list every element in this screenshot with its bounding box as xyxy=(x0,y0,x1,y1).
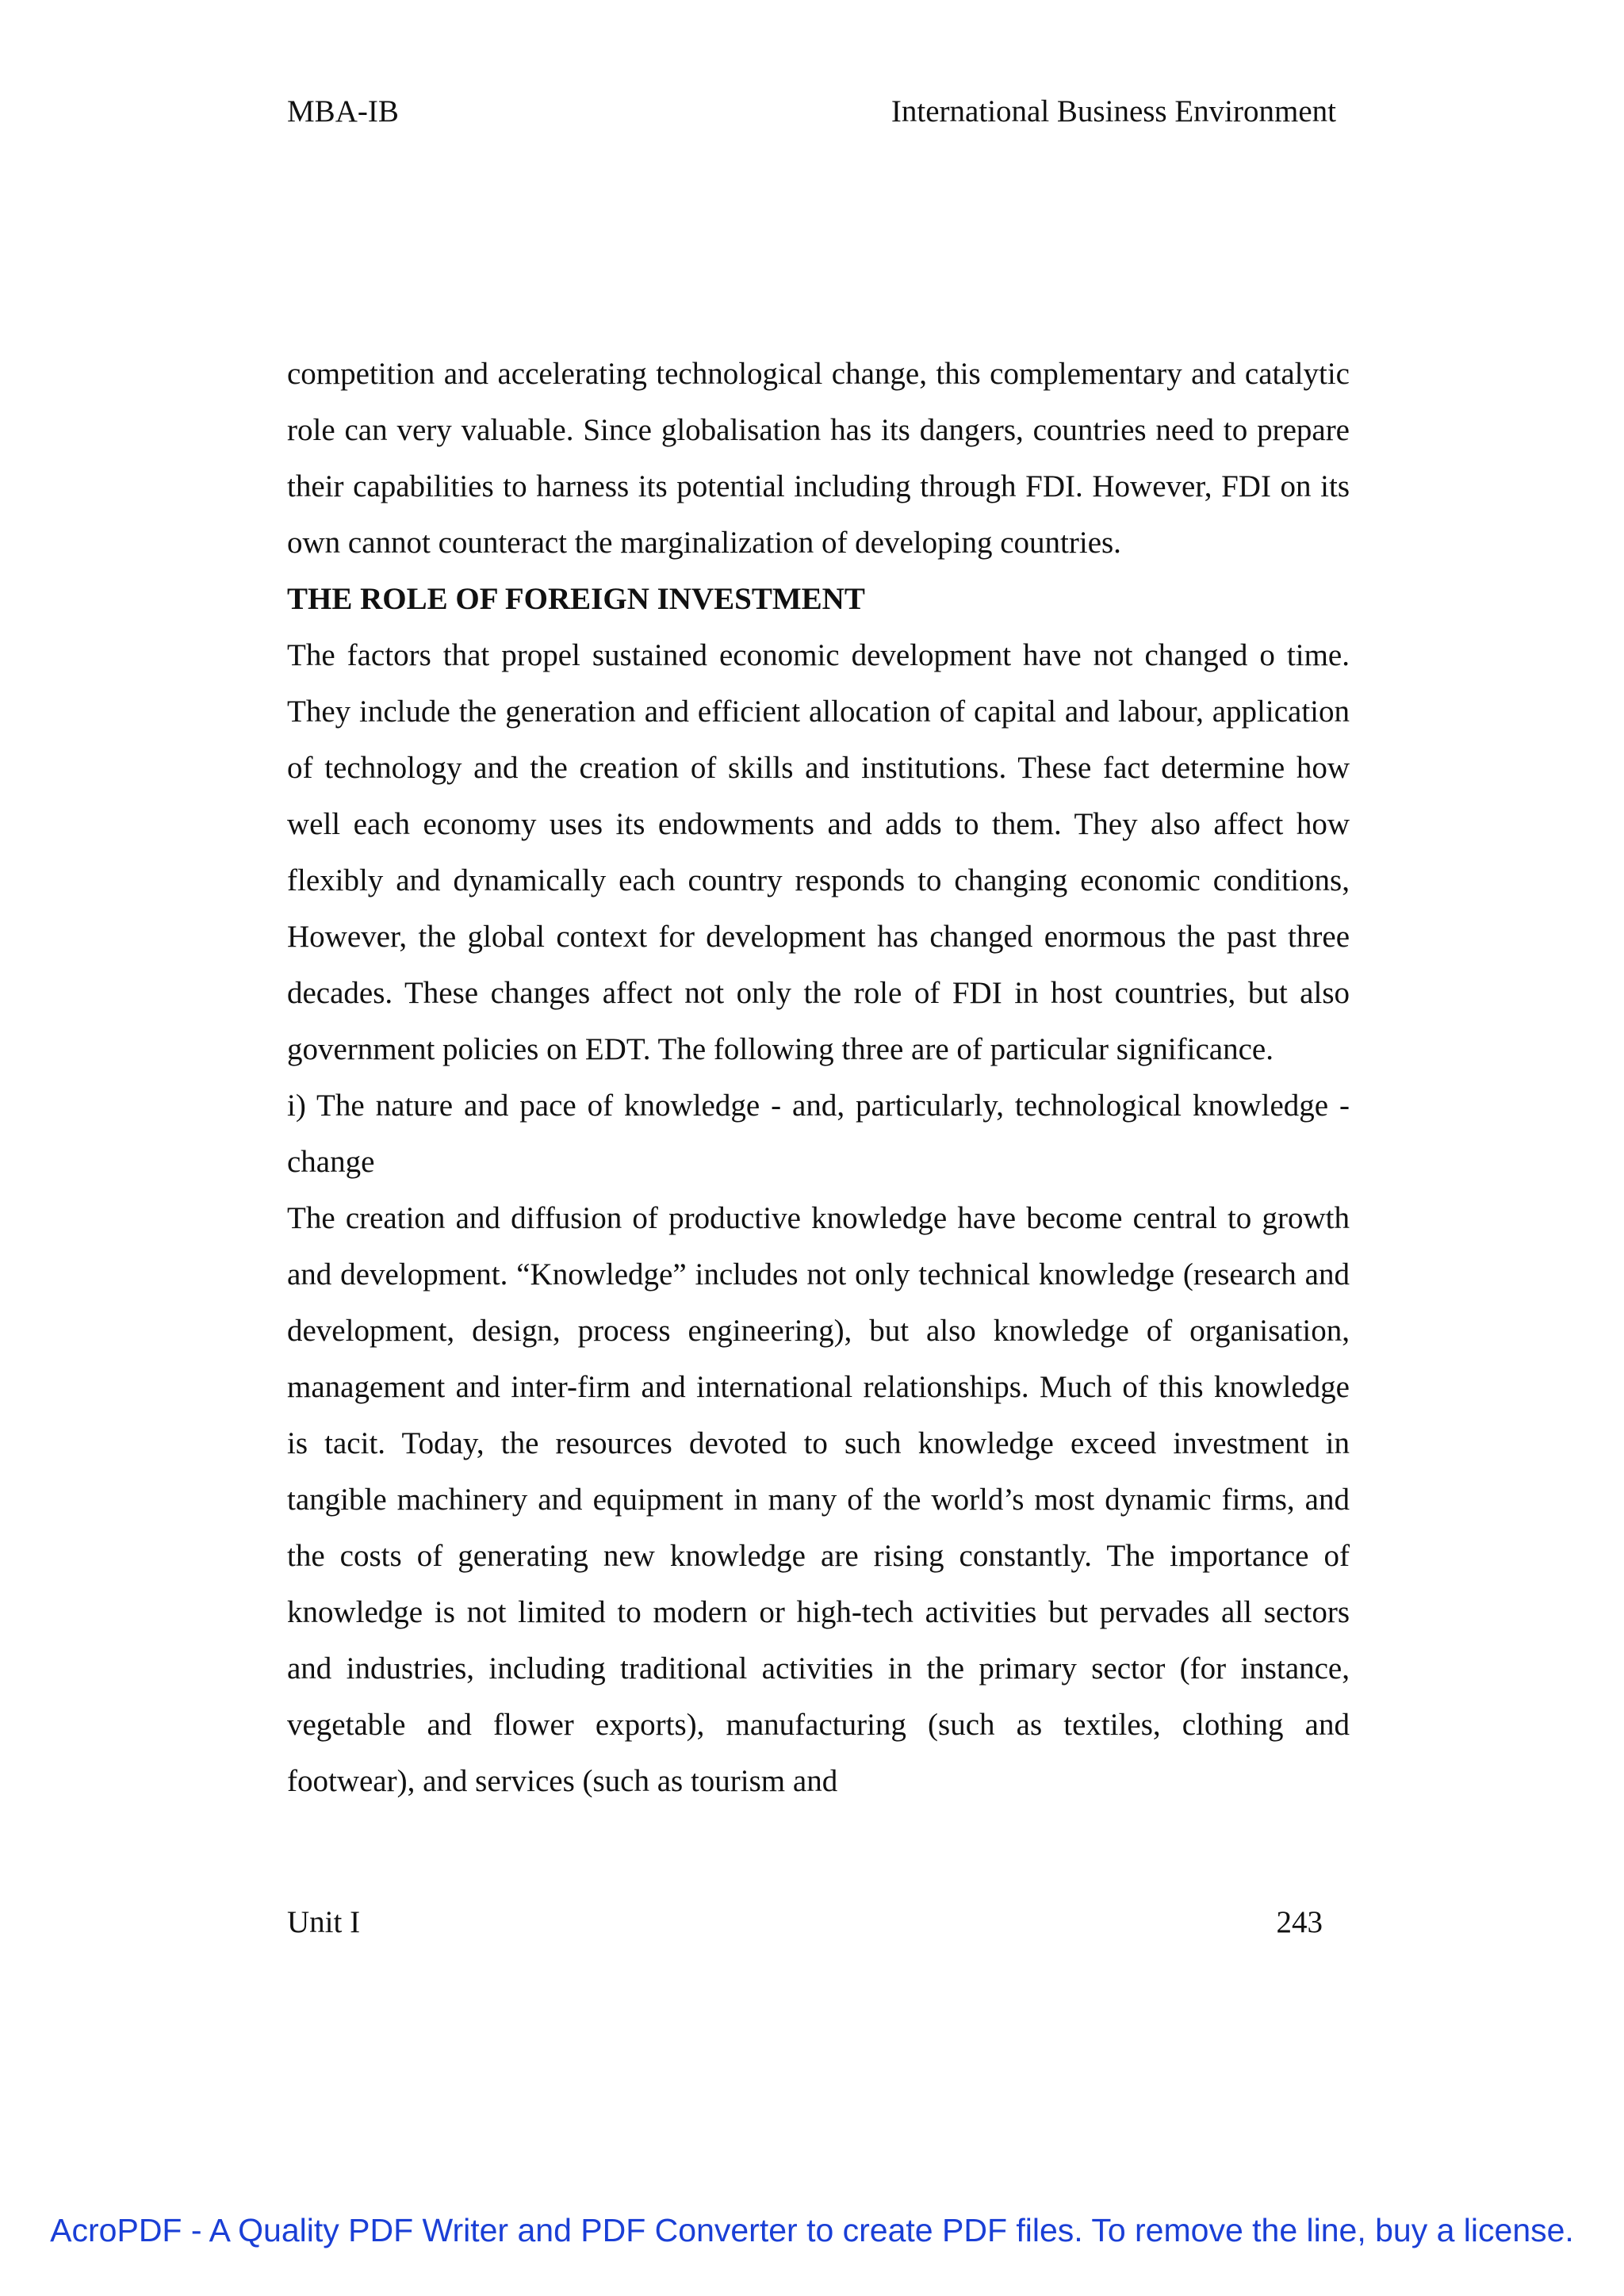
running-footer xyxy=(287,1904,1323,1952)
header-course-title: International Business Environment xyxy=(891,94,1336,128)
section-heading: THE ROLE OF FOREIGN INVESTMENT xyxy=(287,582,865,616)
acropdf-watermark-link[interactable]: AcroPDF - A Quality PDF Writer and PDF Converter to create PDF files. To remove the line, buy a license. xyxy=(50,2212,1574,2248)
footer-unit: Unit I xyxy=(287,1905,361,1939)
paragraph-intro: competition and accelerating technological change, this complementary and catalytic role can very valuable. Since globalisation has its dangers, countries need to prepare their capabilities to harness its potential including through FDI. However, FDI on its own cannot counteract the marginalization of developing countries. xyxy=(287,357,1350,560)
paragraph-knowledge: The creation and diffusion of productive knowledge have become central to growth and development. “Knowledge” includes not only technical knowledge (research and development, design, process engineering), but also knowledge of organisation, management and inter-firm and international relationships. Much of this knowledge is tacit. Today, the resources devoted to such knowledge exceed investment in tangible machinery and equipment in many of the world’s most dynamic firms, and the costs of generating new knowledge are rising constantly. The importance of knowledge is not limited to modern or high-tech activities but pervades all sectors and industries, including traditional activities in the primary sector (for instance, vegetable and flower exports), manufacturing (such as textiles, clothing and footwear), and services (such as tourism and xyxy=(287,1201,1350,1798)
running-header xyxy=(287,94,1336,141)
paragraph-role: The factors that propel sustained economic development have not changed o time. They include the generation and efficient allocation of capital and labour, application of technology and the creation of skills and institutions. These fact determine how well each economy uses its endowments and adds to them. They also affect how flexibly and dynamically each country responds to changing economic conditions, However, the global context for development has changed enormous the past three decades. These changes affect not only the role of FDI in host countries, but also government policies on EDT. The following three are of particular significance. xyxy=(287,638,1350,1066)
header-course-code: MBA-IB xyxy=(287,94,399,128)
body-text xyxy=(287,346,1350,1809)
page-number: 243 xyxy=(1276,1905,1323,1939)
list-item-knowledge: i) The nature and pace of knowledge - and, particularly, technological knowledge - change xyxy=(287,1089,1350,1179)
